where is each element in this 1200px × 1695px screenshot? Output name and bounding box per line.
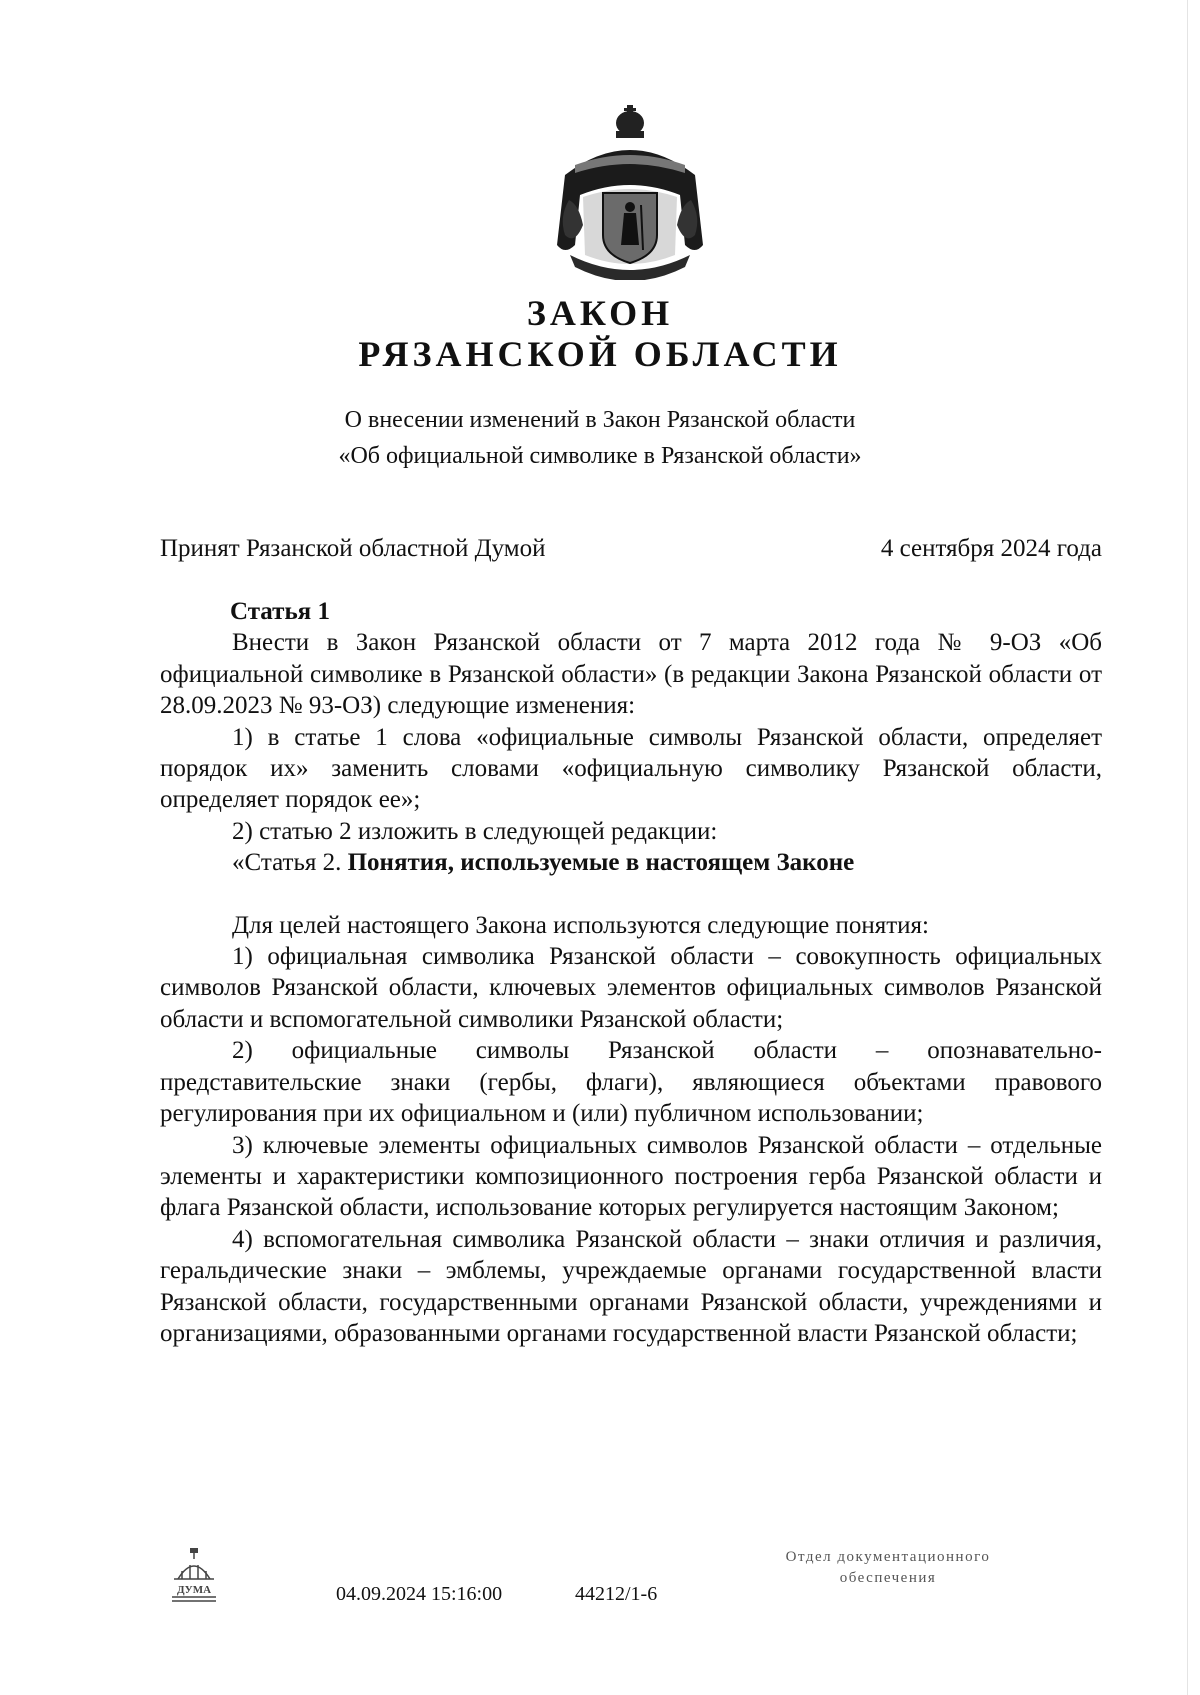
duma-logo-icon — [168, 1545, 220, 1607]
coat-of-arms-icon — [545, 105, 715, 280]
amendment-item-1: 1) в статье 1 слова «официальные символы Рязанской области, определяет порядок их» заменить словами «официальную символику Рязанской области, определяет порядок ее»; — [160, 723, 1102, 814]
definition-1: 1) официальная символика Рязанской области – совокупность официальных символов Рязанской области, ключевых элементов официальных символов Рязанской области и вспомогательной символики Рязанской области; — [160, 943, 1102, 1033]
document-title-region: РЯЗАНСКОЙ ОБЛАСТИ — [358, 334, 842, 374]
footer-timestamp: 04.09.2024 15:16:00 — [336, 1583, 503, 1605]
quoted-article-prefix: «Статья 2. — [232, 849, 348, 877]
footer-reg-number: 44212/1-6 — [575, 1583, 658, 1605]
subtitle-line-2: «Об официальной символике в Рязанской области» — [338, 443, 862, 469]
article-intro: Внести в Закон Рязанской области от 7 марта 2012 года № 9-ОЗ «Об официальной символике в Рязанской области» (в редакции Закона Рязанской области от 28.09.2023 № 93-ОЗ) следующие изменения: — [160, 629, 1102, 720]
adopted-date: 4 сентября 2024 года — [880, 535, 1102, 562]
quoted-article-heading — [160, 847, 1102, 878]
duma-logo-text: ДУМА — [176, 1584, 212, 1596]
subtitle-line-1: О внесении изменений в Закон Рязанской области — [344, 407, 856, 433]
definition-3: 3) ключевые элементы официальных символов Рязанской области – отдельные элементы и характеристики композиционного построения герба Рязанской области и флага Рязанской области, использование которых регулируется настоящим Законом; — [160, 1131, 1102, 1222]
article-body — [160, 596, 1102, 1349]
stamp-line-2: обеспечения — [839, 1570, 937, 1586]
stamp-line-1: Отдел документационного — [785, 1549, 991, 1565]
definition-4: 4) вспомогательная символика Рязанской области – знаки отличия и различия, геральдические знаки – эмблемы, учреждаемые органами государственной власти Рязанской области, государственными органами Рязанской области, учреждениями и организациями, образованными органами государственной власти Рязанской области; — [160, 1225, 1102, 1347]
document-title: ЗАКОН — [526, 293, 674, 333]
article-heading: Статья 1 — [230, 598, 330, 625]
scan-edge-line — [1187, 0, 1188, 1695]
quoted-article-title: Понятия, используемые в настоящем Законе — [347, 849, 855, 877]
document-subtitle — [300, 402, 900, 474]
definition-2: 2) официальные символы Рязанской области – опознавательно-представительские знаки (гербы, флаги), являющиеся объектами правового регулирования при их официальном и (или) публичном использовании; — [160, 1037, 1102, 1128]
adopted-by: Принят Рязанской областной Думой — [160, 535, 546, 562]
amendment-item-2: 2) статью 2 изложить в следующей редакции: — [232, 817, 718, 845]
definitions-intro: Для целей настоящего Закона используются следующие понятия: — [232, 911, 929, 939]
